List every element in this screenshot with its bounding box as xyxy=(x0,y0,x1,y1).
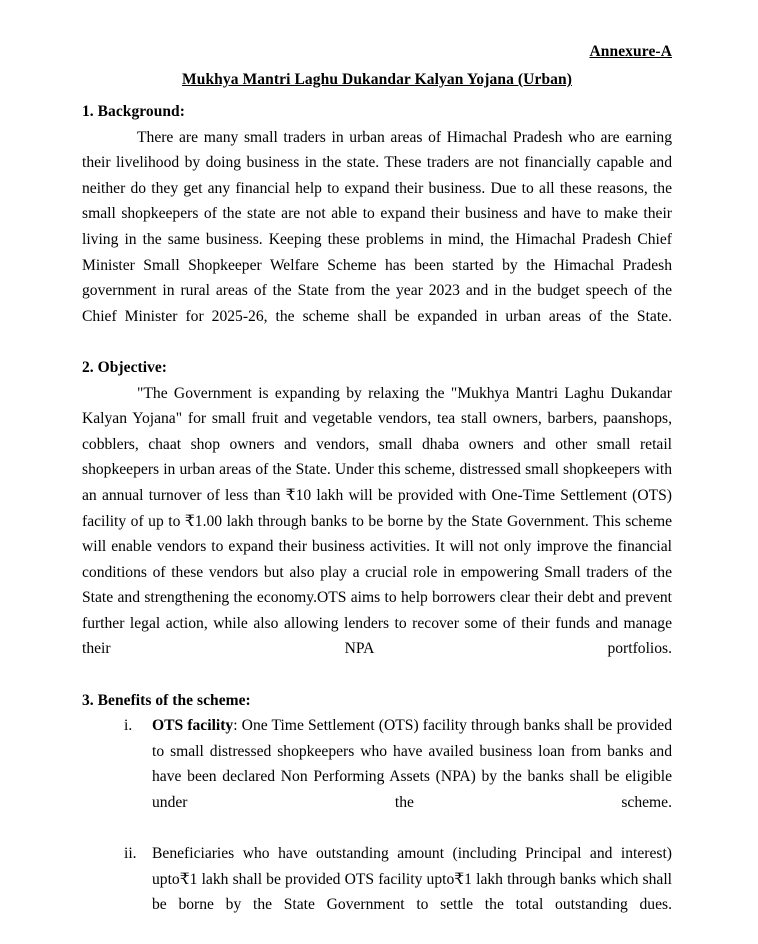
list-item-text: Beneficiaries who have outstanding amount (including Principal and interest) upto₹1 lakh shall be provided OTS facility upto₹1 lakh through banks which shall be borne by the State Government to settle the total outstanding dues. xyxy=(152,845,672,914)
section-heading-benefits: 3. Benefits of the scheme: xyxy=(82,691,251,709)
section-heading-objective: 2. Objective: xyxy=(82,358,168,376)
section-heading-background: 1. Background: xyxy=(82,103,185,120)
document-title-row xyxy=(82,72,672,88)
list-item xyxy=(82,841,672,943)
benefits-list xyxy=(82,713,672,943)
document-text-block xyxy=(82,44,672,944)
list-item xyxy=(82,713,672,841)
list-item-lead: OTS facility xyxy=(152,717,234,735)
annexure-row xyxy=(82,44,672,60)
annexure-label: Annexure-A xyxy=(589,43,672,60)
list-item-text: : One Time Settlement (OTS) facility through banks shall be provided to small distressed shopkeepers who have availed business loan from banks and have been declared Non Performing Assets (NPA) by the banks shall be eligible under the scheme. xyxy=(152,717,672,812)
page-title: Mukhya Mantri Laghu Dukandar Kalyan Yojana (Urban) xyxy=(182,71,572,88)
list-item-marker: ii. xyxy=(124,845,137,863)
list-item-marker: i. xyxy=(124,717,133,735)
section-paragraph-objective: "The Government is expanding by relaxing the "Mukhya Mantri Laghu Dukandar Kalyan Yojana" for small fruit and vegetable vendors, tea stall owners, barbers, paanshops, cobblers, chaat shop owners and vendors, small dhaba owners and other small retail shopkeepers in urban areas of the State. Under this scheme, distressed small shopkeepers with an annual turnover of less than ₹10 lakh will be provided with One-Time Settlement (OTS) facility of up to ₹1.00 lakh through banks to be borne by the State Government. This scheme will enable vendors to expand their business activities. It will not only improve the financial conditions of these vendors but also play a crucial role in empowering Small traders of the State and strengthening the economy.OTS aims to help borrowers clear their debt and prevent further legal action, while also allowing lenders to recover some of their funds and manage their NPA portfolios. xyxy=(82,384,672,658)
section-paragraph-background: There are many small traders in urban areas of Himachal Pradesh who are earning their livelihood by doing business in the state. These traders are not financially capable and neither do they get any financial help to expand their business. Due to all these reasons, the small shopkeepers of the state are not able to expand their business and have to make their living in the same business. Keeping these problems in mind, the Himachal Pradesh Chief Minister Small Shopkeeper Welfare Scheme has been started by the Himachal Pradesh government in rural areas of the State from the year 2023 and in the budget speech of the Chief Minister for 2025-26, the scheme shall be expanded in urban areas of the State. xyxy=(82,128,672,325)
